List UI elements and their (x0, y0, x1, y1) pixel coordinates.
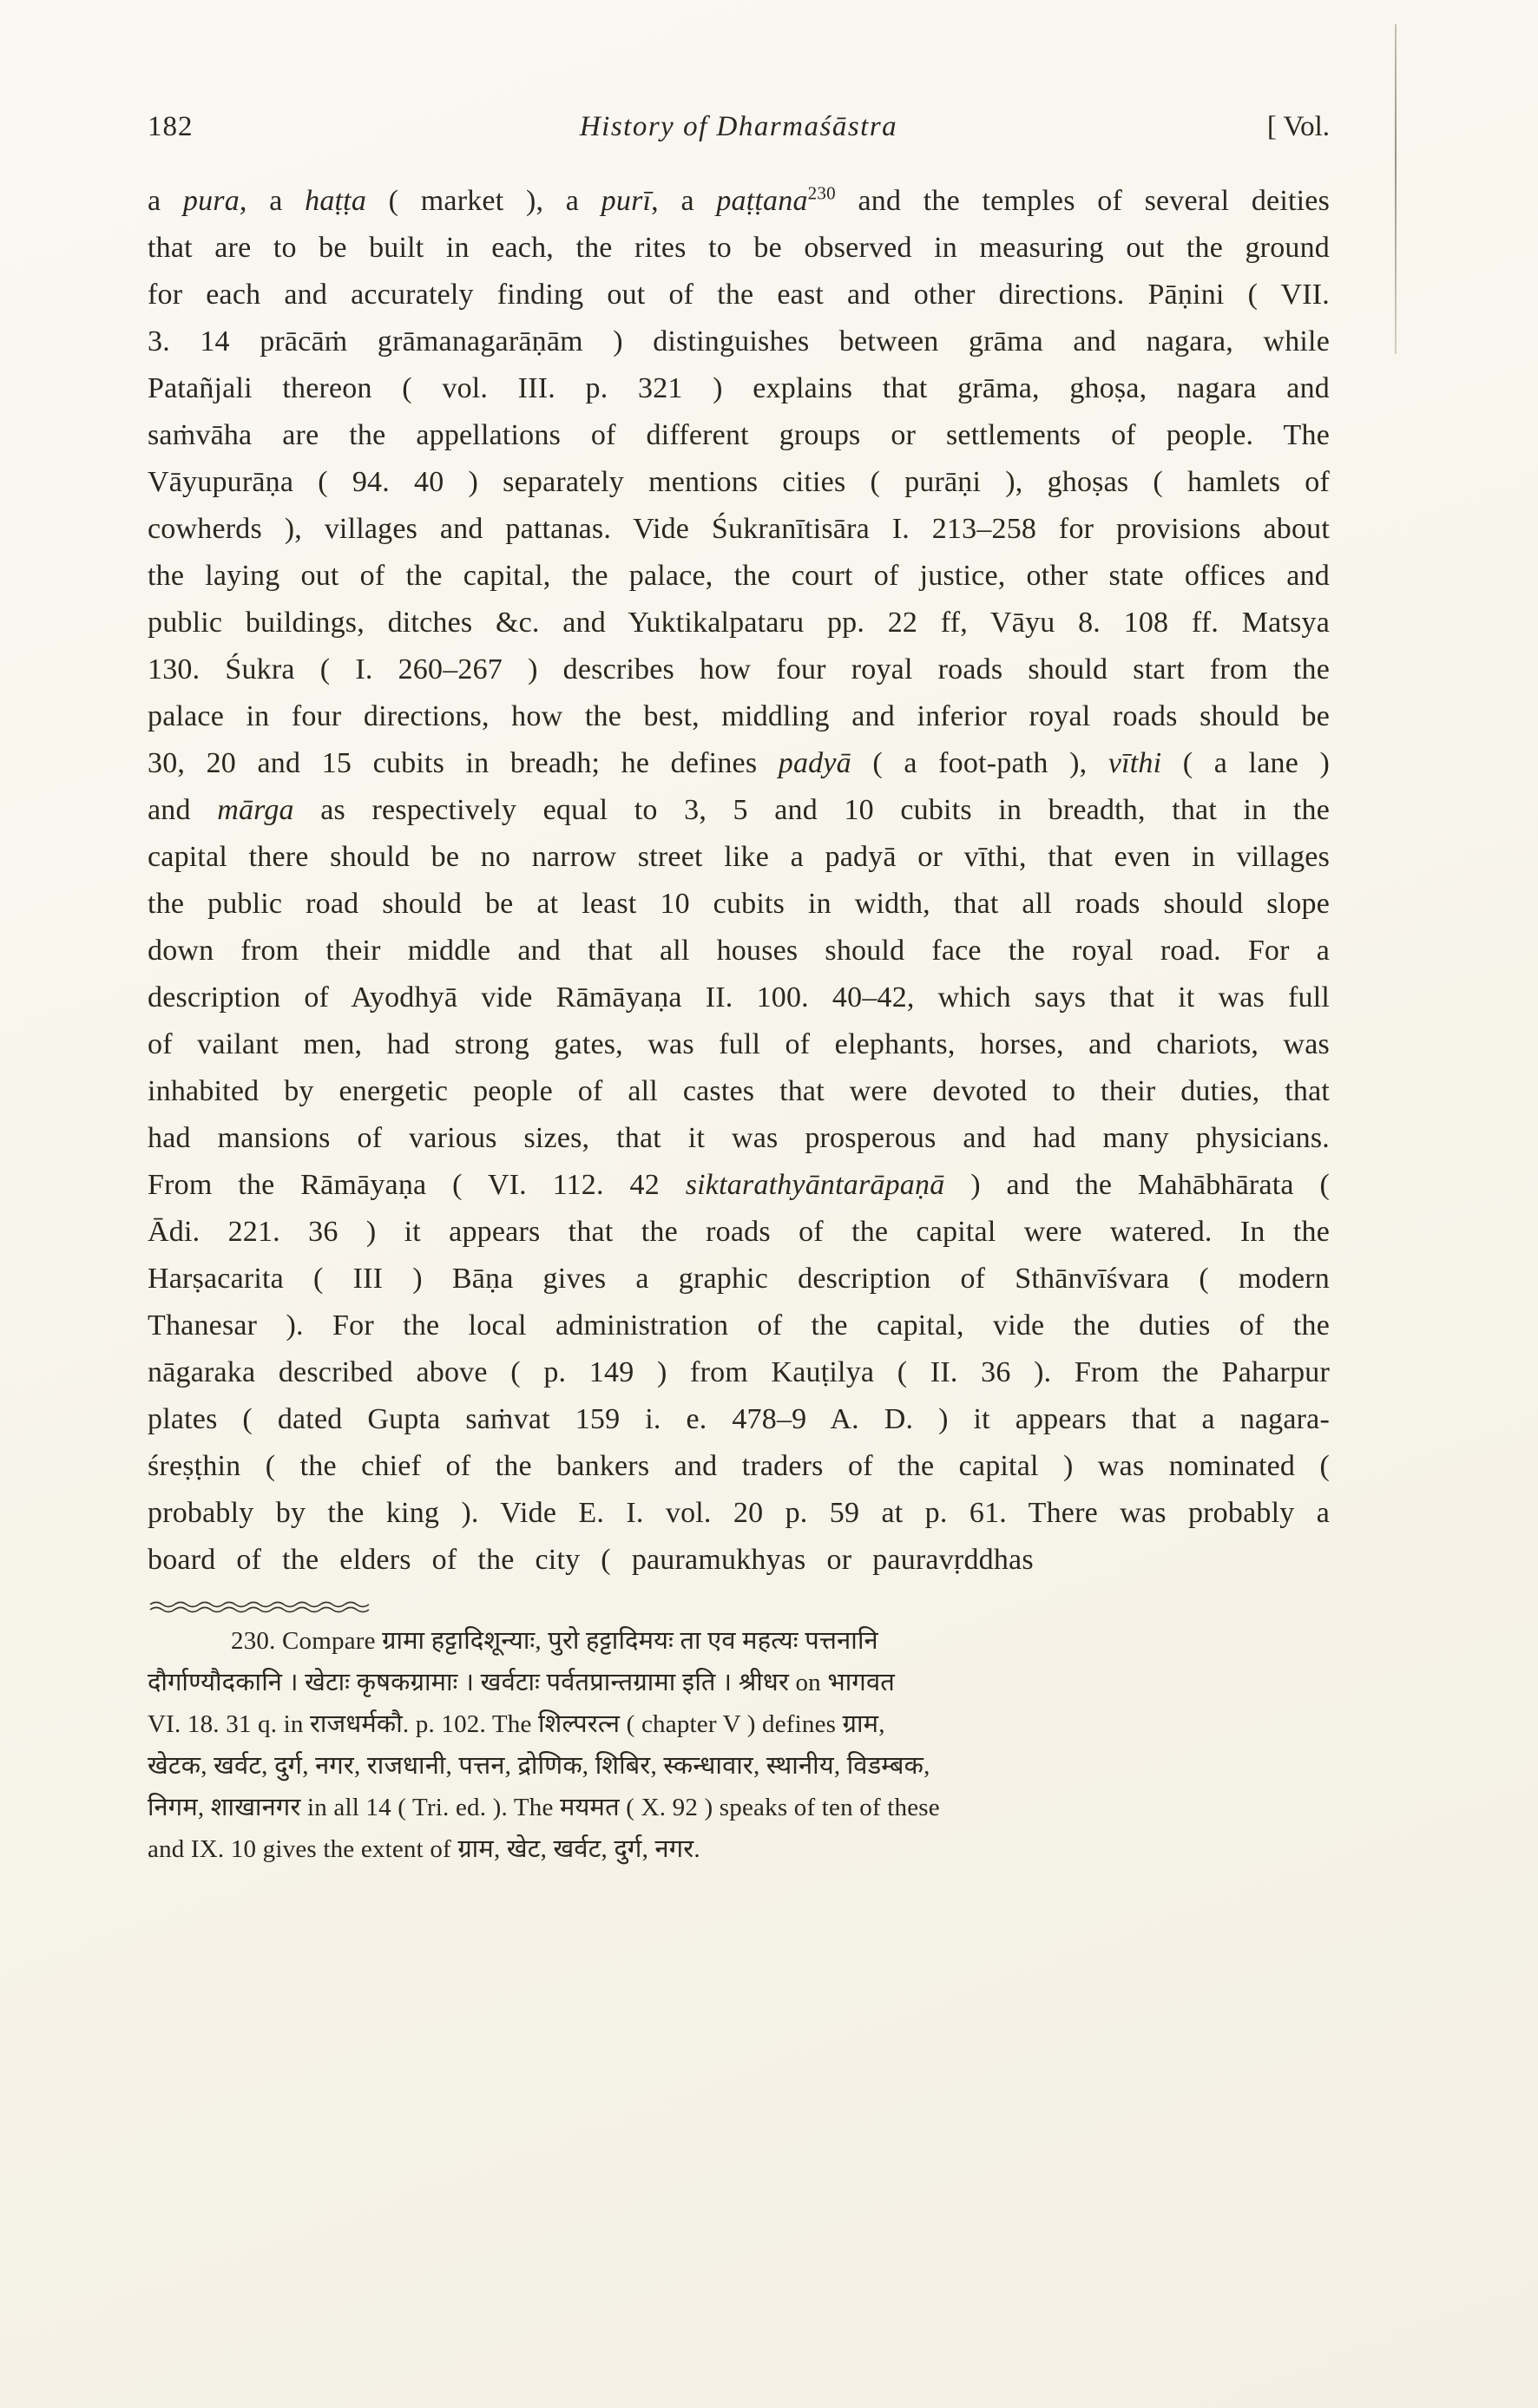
text-run: a (148, 185, 183, 217)
italic-term: purī (601, 185, 652, 217)
italic-term: padyā (778, 747, 851, 779)
footnote-line: 230. Compare ग्रामा हट्टादिशून्याः, पुरो हट्टादिमयः ता एव महत्यः पत्तनानि (231, 1627, 878, 1655)
page-number: 182 (148, 111, 194, 142)
footnote-line: दौर्गाण्यौदकानि । खेटाः कृषकग्रामाः । खर्वटाः पर्वतप्रान्तग्रामा इति । श्रीधर on भागवत (148, 1669, 896, 1696)
italic-term: vīthi (1107, 747, 1162, 779)
body-paragraph (148, 178, 1330, 1584)
footnote-line: खेटक, खर्वट, दुर्ग, नगर, राजधानी, पत्तन, द्रोणिक, शिबिर, स्कन्धावार, स्थानीय, विडम्बक, (148, 1752, 930, 1780)
running-title: History of Dharmaśāstra (579, 111, 898, 142)
text-run: ( a foot-path ), (851, 747, 1108, 779)
footnote-line: निगम, शाखानगर in all 14 ( Tri. ed. ). The मयमत ( X. 92 ) speaks of ten of these (148, 1794, 940, 1821)
text-run: and the temples of several deities that are to be built in each, the rites to be observed in measuring out the ground for each and accurately finding out of the east and other directions. Pāṇini ( VII. 3. 14 prācāṁ grāmanagarāṇām ) distinguishes between grāma and nagara, while Patañjali thereon ( vol. III. p. 321 ) explains that grāma, ghoṣa, nagara and saṁvāha are the appellations of different groups or settlements of people. The Vāyupurāṇa ( 94. 40 ) separately mentions cities ( purāṇi ), ghoṣas ( hamlets of cowherds ), villages and pattanas. Vide Śukranītisāra I. 213–258 for provisions about the laying out of the capital, the palace, the court of justice, other state offices and public buildings, ditches &c. and Yuktikalpataru pp. 22 ff, Vāyu 8. 108 ff. Matsya 130. Śukra ( I. 260–267 ) describes how four royal roads should start from the palace in four directions, how the best, middling and inferior royal roads should be 30, 20 and 15 cubits in breadh; he defines (148, 185, 1330, 779)
footnote-line: and IX. 10 gives the extent of ग्राम, खेट, खर्वट, दुर्ग, नगर. (148, 1835, 700, 1863)
page-content (148, 111, 1330, 1870)
footnote-separator (149, 1601, 1330, 1615)
text-run: as respectively equal to 3, 5 and 10 cubits in breadth, that in the capital there should be no narrow street like a padyā or vīthi, that even in villages the public road should be at least 10 cubits in width, that all roads should slope down from their middle and that all houses should face the royal road. For a description of Ayodhyā vide Rāmāyaṇa II. 100. 40–42, which says that it was full of vailant men, had strong gates, was full of elephants, horses, and chariots, was inhabited by energetic people of all castes that were devoted to their duties, that had mansions of various sizes, that it was prosperous and had many physicians. From the Rāmāyaṇa ( VI. 112. 42 (148, 794, 1330, 1201)
volume-label: [ Vol. (1266, 111, 1330, 142)
page-edge-line (1395, 24, 1397, 354)
text-run: ( market ), a (366, 185, 601, 217)
text-run: , a (651, 185, 717, 217)
page-header (148, 111, 1330, 143)
text-run: ) and the Mahābhārata ( Ādi. 221. 36 ) it appears that the roads of the capital were watered. In the Harṣacarita ( III ) Bāṇa gives a graphic description of Sthānvīśvara ( modern Thanesar ). For the local administration of the capital, vide the duties of the nāgaraka described above ( p. 149 ) from Kauṭilya ( II. 36 ). From the Paharpur plates ( dated Gupta saṁvat 159 i. e. 478–9 A. D. ) it appears that a nagara-śreṣṭhin ( the chief of the bankers and traders of the capital ) was nominated ( probably by the king ). Vide E. I. vol. 20 p. 59 at p. 61. There was probably a board of the elders of the city ( pauramukhyas or pauravṛddhas (148, 1169, 1331, 1576)
italic-term: paṭṭana (716, 185, 808, 217)
italic-term: pura, (182, 185, 247, 217)
footnote-line: VI. 18. 31 q. in राजधर्मकौ. p. 102. The शिल्परत्न ( chapter V ) defines ग्राम, (148, 1710, 885, 1738)
text-run: ( a lane ) and (148, 747, 1331, 826)
italic-term: mārga (217, 794, 294, 826)
italic-term: siktarathyāntarāpaṇā (685, 1169, 945, 1201)
footnote-block (148, 1620, 1330, 1870)
text-run: a (246, 185, 306, 217)
footnote-reference: 230 (807, 182, 836, 204)
italic-term: haṭṭa (305, 185, 367, 217)
